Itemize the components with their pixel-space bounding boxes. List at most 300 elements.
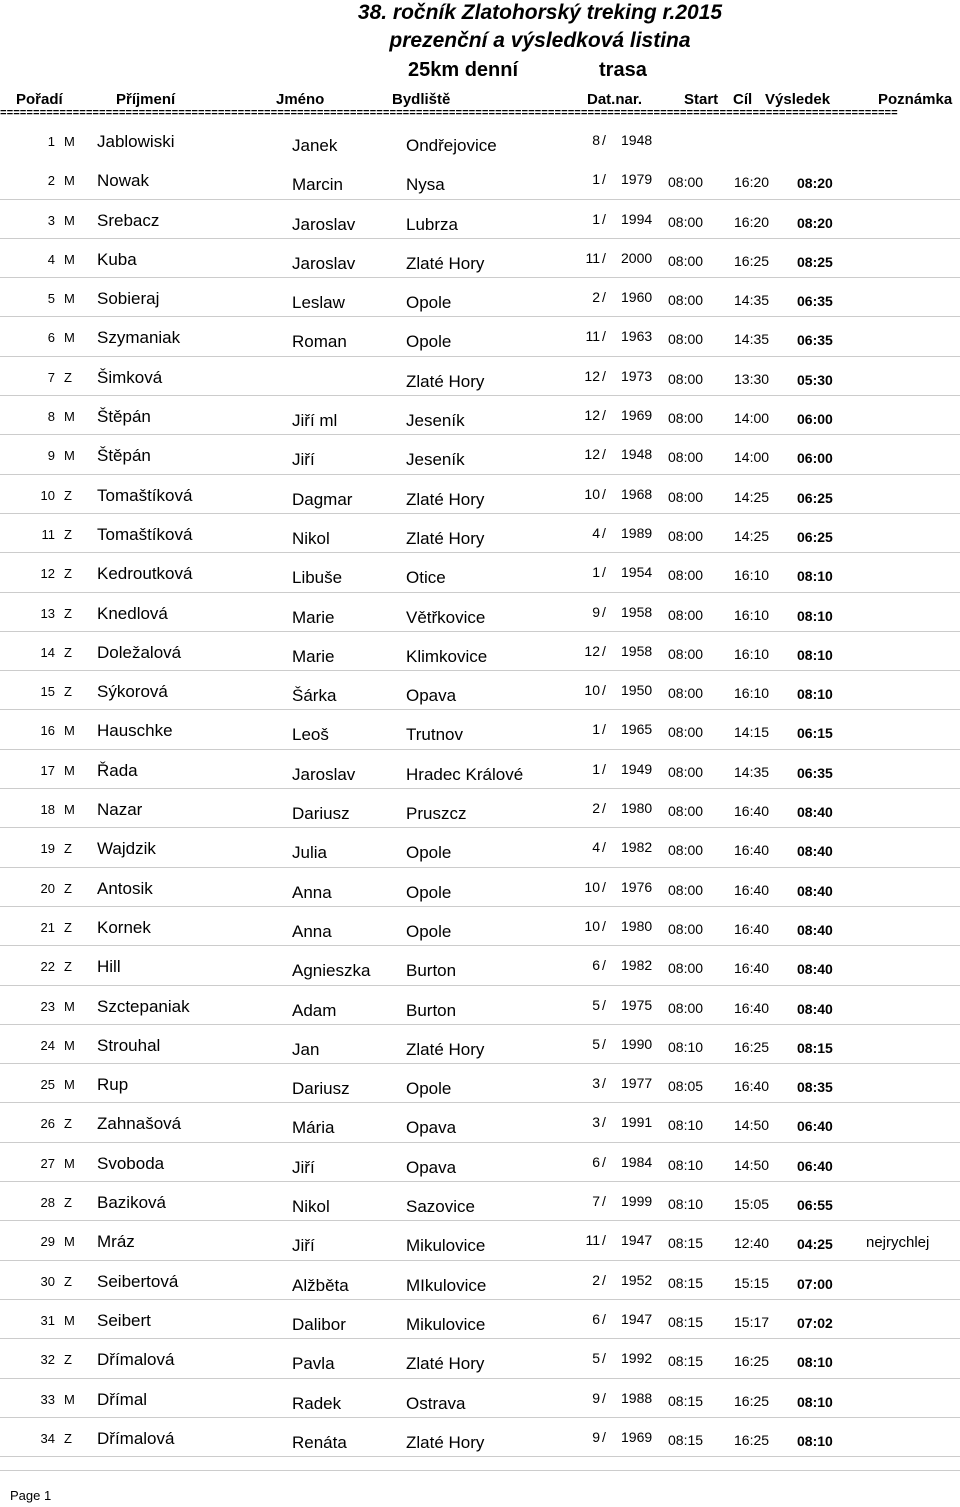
residence-cell: Zlaté Hory [406, 1039, 485, 1059]
surname-cell: Tomaštíková [97, 485, 193, 505]
surname-cell: Strouhal [97, 1035, 161, 1055]
finish-time-cell: 16:40 [734, 999, 770, 1016]
residence-cell: Hradec Králové [406, 764, 524, 784]
residence-cell: Trutnov [406, 725, 464, 745]
finish-time-cell: 15:05 [734, 1196, 770, 1213]
finish-time-cell: 14:50 [734, 1117, 770, 1134]
surname-cell: Svoboda [97, 1153, 165, 1173]
table-row [0, 1064, 960, 1103]
finish-time-cell: 16:10 [734, 606, 770, 623]
surname-cell: Nazar [97, 800, 143, 820]
table-row [0, 1339, 960, 1378]
firstname-cell: Nikol [292, 1197, 330, 1217]
birth-day-cell: 1 [592, 760, 600, 777]
firstname-cell: Jaroslav [292, 253, 356, 273]
birth-day-cell: 5 [592, 996, 600, 1013]
residence-cell: Větřkovice [406, 607, 486, 627]
start-time-cell: 08:15 [668, 1353, 704, 1370]
rank-cell: 20 [40, 880, 55, 896]
surname-cell: Sobieraj [97, 289, 160, 309]
sex-cell: M [64, 251, 75, 267]
finish-time-cell: 16:10 [734, 567, 770, 584]
sex-cell: M [64, 1312, 75, 1328]
col-header-birthdate: Dat.nar. [587, 91, 643, 108]
birth-year-cell: 1952 [621, 1271, 653, 1288]
birth-day-cell: 8 [592, 132, 600, 148]
date-separator: / [602, 367, 606, 384]
birth-year-cell: 1976 [621, 878, 653, 895]
finish-time-cell: 15:17 [734, 1313, 770, 1330]
rank-cell: 6 [47, 330, 55, 346]
birth-day-cell: 11 [585, 1232, 600, 1249]
surname-cell: Szctepaniak [97, 996, 190, 1016]
residence-cell: Burton [406, 961, 457, 981]
surname-cell: Kuba [97, 249, 137, 269]
date-separator: / [602, 957, 606, 974]
date-separator: / [602, 1153, 606, 1170]
rank-cell: 3 [47, 212, 55, 228]
firstname-cell: Jiří [292, 450, 315, 470]
firstname-cell: Radek [292, 1393, 342, 1413]
table-row [0, 475, 960, 514]
sex-cell: M [64, 998, 75, 1014]
sex-cell: M [64, 291, 75, 307]
rank-cell: 32 [40, 1352, 55, 1368]
birth-year-cell: 1965 [621, 721, 653, 738]
date-separator: / [602, 839, 606, 856]
sex-cell: M [64, 1155, 75, 1171]
sex-cell: M [64, 212, 75, 228]
date-separator: / [602, 564, 606, 581]
col-header-rank: Pořadí [16, 91, 63, 108]
surname-cell: Kedroutková [97, 564, 193, 584]
firstname-cell: Mária [292, 1118, 335, 1138]
firstname-cell: Alžběta [292, 1275, 349, 1295]
firstname-cell: Pavla [292, 1354, 335, 1374]
table-row [0, 514, 960, 553]
rank-cell: 2 [47, 173, 55, 189]
birth-year-cell: 1992 [621, 1350, 653, 1367]
surname-cell: Štěpán [97, 446, 151, 466]
rank-cell: 33 [40, 1391, 55, 1407]
start-time-cell: 08:00 [668, 920, 704, 937]
start-time-cell: 08:00 [668, 174, 704, 191]
result-time-cell: 04:25 [797, 1236, 833, 1253]
rank-cell: 9 [47, 448, 55, 464]
firstname-cell: Jan [292, 1039, 320, 1059]
finish-time-cell: 13:30 [734, 370, 770, 387]
birth-day-cell: 10 [584, 485, 600, 502]
date-separator: / [602, 1310, 606, 1327]
finish-time-cell: 16:25 [734, 1392, 770, 1409]
route-label: trasa [599, 59, 647, 81]
birth-day-cell: 5 [592, 1035, 600, 1052]
birth-day-cell: 12 [584, 642, 600, 659]
birth-day-cell: 11 [585, 249, 600, 266]
date-separator: / [602, 1389, 606, 1406]
finish-time-cell: 14:00 [734, 449, 770, 466]
table-row [0, 160, 960, 199]
residence-cell: Ondřejovice [406, 136, 497, 155]
rank-cell: 26 [40, 1116, 55, 1132]
start-time-cell: 08:00 [668, 999, 704, 1016]
rank-cell: 21 [40, 919, 55, 935]
rank-cell: 29 [40, 1234, 55, 1250]
result-time-cell: 08:35 [797, 1079, 833, 1096]
birth-day-cell: 1 [592, 564, 600, 581]
residence-cell: Nysa [406, 175, 445, 195]
birth-year-cell: 1979 [621, 171, 653, 188]
result-time-cell: 06:25 [797, 528, 833, 545]
sex-cell: Z [64, 841, 72, 857]
table-row [0, 632, 960, 671]
surname-cell: Hauschke [97, 721, 173, 741]
birth-year-cell: 1999 [621, 1193, 653, 1210]
firstname-cell: Janek [292, 136, 338, 155]
finish-time-cell: 16:25 [734, 1431, 770, 1448]
rank-cell: 25 [40, 1077, 55, 1093]
birth-year-cell: 1994 [621, 210, 653, 227]
firstname-cell: Jiří [292, 1157, 315, 1177]
residence-cell: Opole [406, 843, 452, 863]
date-separator: / [602, 1075, 606, 1092]
residence-cell: Klimkovice [406, 646, 488, 666]
birth-year-cell: 1958 [621, 603, 653, 620]
birth-year-cell: 1947 [621, 1310, 653, 1327]
start-time-cell: 08:00 [668, 685, 704, 702]
residence-cell: Zlaté Hory [406, 1354, 485, 1374]
surname-cell: Szymaniak [97, 328, 181, 348]
result-time-cell: 08:10 [797, 1432, 833, 1449]
firstname-cell: Agnieszka [292, 961, 371, 981]
surname-cell: Dřímalová [97, 1428, 175, 1448]
result-time-cell: 08:10 [797, 568, 833, 585]
residence-cell: Lubrza [406, 214, 458, 234]
sex-cell: M [64, 173, 75, 189]
start-time-cell: 08:00 [668, 370, 704, 387]
residence-cell: Opole [406, 882, 452, 902]
start-time-cell: 08:00 [668, 881, 704, 898]
rank-cell: 18 [40, 802, 55, 818]
residence-cell: Opole [406, 1079, 452, 1099]
birth-year-cell: 1973 [621, 367, 653, 384]
birth-year-cell: 1950 [621, 682, 653, 699]
sex-cell: Z [64, 959, 72, 975]
sex-cell: Z [64, 684, 72, 700]
date-separator: / [602, 328, 606, 345]
result-time-cell: 08:10 [797, 1354, 833, 1371]
surname-cell: Knedlová [97, 603, 168, 623]
birth-year-cell: 1990 [621, 1035, 653, 1052]
result-time-cell: 07:00 [797, 1275, 833, 1292]
birth-year-cell: 1968 [621, 485, 653, 502]
birth-year-cell: 1949 [621, 760, 653, 777]
sex-cell: M [64, 134, 75, 149]
birth-day-cell: 1 [592, 210, 600, 227]
result-time-cell: 08:10 [797, 646, 833, 663]
surname-cell: Baziková [97, 1193, 166, 1213]
date-separator: / [602, 917, 606, 934]
date-separator: / [602, 603, 606, 620]
sex-cell: Z [64, 1195, 72, 1211]
firstname-cell: Jiří ml [292, 411, 338, 431]
sex-cell: M [64, 448, 75, 464]
result-time-cell: 08:40 [797, 1000, 833, 1017]
finish-time-cell: 12:40 [734, 1235, 770, 1252]
result-time-cell: 08:40 [797, 961, 833, 978]
result-time-cell: 08:10 [797, 607, 833, 624]
finish-time-cell: 14:35 [734, 331, 770, 348]
table-row [0, 553, 960, 592]
rank-cell: 27 [40, 1155, 55, 1171]
birth-day-cell: 12 [584, 367, 600, 384]
document-subtitle: prezenční a výsledková listina [389, 29, 691, 52]
sex-cell: Z [64, 526, 72, 542]
surname-cell: Seibertová [97, 1271, 179, 1291]
birth-day-cell: 2 [592, 1271, 600, 1288]
surname-cell: Zahnašová [97, 1114, 182, 1134]
result-time-cell: 08:10 [797, 1393, 833, 1410]
birth-year-cell: 1975 [621, 996, 653, 1013]
table-row [0, 317, 960, 356]
birth-year-cell: 1963 [621, 328, 653, 345]
finish-time-cell: 16:10 [734, 645, 770, 662]
firstname-cell: Jaroslav [292, 764, 356, 784]
start-time-cell: 08:00 [668, 763, 704, 780]
birth-day-cell: 2 [592, 800, 600, 817]
rank-cell: 8 [47, 409, 55, 425]
birth-day-cell: 9 [592, 1428, 600, 1445]
distance-label: 25km denní [408, 59, 519, 81]
col-header-start: Start [684, 91, 719, 108]
date-separator: / [602, 446, 606, 463]
birth-day-cell: 10 [584, 682, 600, 699]
residence-cell: Opole [406, 293, 452, 313]
sex-cell: Z [64, 1273, 72, 1289]
start-time-cell: 08:00 [668, 527, 704, 544]
start-time-cell: 08:00 [668, 292, 704, 309]
firstname-cell: Marie [292, 646, 335, 666]
surname-cell: Jablowiski [97, 132, 175, 151]
birth-year-cell: 1982 [621, 957, 653, 974]
finish-time-cell: 15:15 [734, 1274, 770, 1291]
rank-cell: 12 [40, 566, 55, 582]
rank-cell: 28 [40, 1195, 55, 1211]
surname-cell: Dřímal [97, 1389, 148, 1409]
date-separator: / [602, 524, 606, 541]
birth-year-cell: 1948 [621, 446, 653, 463]
birth-day-cell: 9 [592, 1389, 600, 1406]
result-time-cell: 08:40 [797, 804, 833, 821]
rank-cell: 14 [40, 644, 55, 660]
birth-day-cell: 12 [584, 407, 600, 424]
residence-cell: Ostrava [406, 1393, 466, 1413]
residence-cell: Jeseník [406, 450, 465, 470]
date-separator: / [602, 1350, 606, 1367]
date-separator: / [602, 407, 606, 424]
firstname-cell: Šárka [292, 686, 337, 706]
col-header-surname: Příjmení [116, 91, 176, 108]
sex-cell: M [64, 1077, 75, 1093]
date-separator: / [602, 878, 606, 895]
rank-cell: 16 [40, 723, 55, 739]
sex-cell: M [64, 802, 75, 818]
table-row [0, 986, 960, 1025]
sex-cell: M [64, 723, 75, 739]
rank-cell: 24 [40, 1037, 55, 1053]
start-time-cell: 08:00 [668, 488, 704, 505]
result-time-cell: 08:40 [797, 843, 833, 860]
birth-day-cell: 3 [592, 1114, 600, 1131]
rank-cell: 17 [40, 762, 55, 778]
sex-cell: Z [64, 605, 72, 621]
start-time-cell: 08:00 [668, 410, 704, 427]
start-time-cell: 08:00 [668, 960, 704, 977]
birth-year-cell: 1991 [621, 1114, 653, 1131]
result-time-cell: 07:02 [797, 1314, 833, 1331]
result-time-cell: 08:20 [797, 175, 833, 192]
start-time-cell: 08:10 [668, 1196, 704, 1213]
date-separator: / [602, 996, 606, 1013]
finish-time-cell: 16:25 [734, 1038, 770, 1055]
finish-time-cell: 16:40 [734, 881, 770, 898]
sex-cell: Z [64, 1352, 72, 1368]
start-time-cell: 08:00 [668, 606, 704, 623]
residence-cell: Otice [406, 568, 446, 588]
sex-cell: M [64, 330, 75, 346]
table-row [0, 828, 960, 867]
result-time-cell: 05:30 [797, 371, 833, 388]
table-row [0, 710, 960, 749]
start-time-cell: 08:00 [668, 645, 704, 662]
start-time-cell: 08:15 [668, 1431, 704, 1448]
start-time-cell: 08:00 [668, 724, 704, 741]
sex-cell: M [64, 1391, 75, 1407]
rank-cell: 5 [47, 291, 55, 307]
finish-time-cell: 14:50 [734, 1156, 770, 1173]
finish-time-cell: 16:40 [734, 1078, 770, 1095]
start-time-cell: 08:10 [668, 1117, 704, 1134]
col-header-result: Výsledek [765, 91, 831, 108]
result-time-cell: 08:10 [797, 686, 833, 703]
surname-cell: Nowak [97, 171, 149, 191]
birth-day-cell: 4 [592, 524, 600, 541]
firstname-cell: Dagmar [292, 489, 353, 509]
col-header-finish: Cíl [733, 91, 753, 108]
surname-cell: Šimková [97, 367, 163, 387]
birth-day-cell: 6 [592, 957, 600, 974]
finish-time-cell: 16:40 [734, 842, 770, 859]
residence-cell: Pruszcz [406, 804, 467, 824]
surname-cell: Dřímalová [97, 1350, 175, 1370]
date-separator: / [602, 1232, 606, 1249]
surname-cell: Hill [97, 957, 121, 977]
firstname-cell: Leslaw [292, 293, 345, 313]
finish-time-cell: 14:35 [734, 292, 770, 309]
start-time-cell: 08:00 [668, 331, 704, 348]
surname-cell: Tomaštíková [97, 524, 193, 544]
col-header-residence: Bydliště [392, 91, 451, 108]
table-row [0, 239, 960, 278]
birth-year-cell: 1958 [621, 642, 653, 659]
date-separator: / [602, 800, 606, 817]
firstname-cell: Jaroslav [292, 214, 356, 234]
firstname-cell: Nikol [292, 528, 330, 548]
residence-cell: Sazovice [406, 1197, 475, 1217]
date-separator: / [602, 485, 606, 502]
start-time-cell: 08:00 [668, 803, 704, 820]
residence-cell: Opole [406, 332, 452, 352]
surname-cell: Antosik [97, 878, 153, 898]
surname-cell: Štěpán [97, 407, 151, 427]
result-time-cell: 06:40 [797, 1157, 833, 1174]
birth-day-cell: 12 [584, 446, 600, 463]
sex-cell: Z [64, 487, 72, 503]
sex-cell: Z [64, 919, 72, 935]
rank-cell: 30 [40, 1273, 55, 1289]
start-time-cell: 08:15 [668, 1274, 704, 1291]
table-row [0, 593, 960, 632]
start-time-cell: 08:00 [668, 252, 704, 269]
birth-day-cell: 2 [592, 289, 600, 306]
table-row [0, 1300, 960, 1339]
birth-year-cell: 1984 [621, 1153, 653, 1170]
date-separator: / [602, 171, 606, 188]
date-separator: / [602, 682, 606, 699]
date-separator: / [602, 132, 606, 148]
residence-cell: Mikulovice [406, 1314, 486, 1334]
birth-year-cell: 1989 [621, 524, 653, 541]
residence-cell: Zlaté Hory [406, 253, 485, 273]
surname-cell: Mráz [97, 1232, 135, 1252]
col-header-firstname: Jméno [276, 91, 325, 108]
table-row [0, 1143, 960, 1182]
date-separator: / [602, 210, 606, 227]
birth-day-cell: 7 [592, 1193, 600, 1210]
start-time-cell: 08:15 [668, 1313, 704, 1330]
residence-cell: Jeseník [406, 411, 465, 431]
result-time-cell: 08:25 [797, 253, 833, 270]
table-row [0, 1221, 960, 1260]
document-title: 38. ročník Zlatohorský treking r.2015 [357, 1, 723, 24]
birth-year-cell: 1969 [621, 407, 653, 424]
birth-day-cell: 3 [592, 1075, 600, 1092]
table-row [0, 121, 960, 160]
rank-cell: 11 [41, 526, 55, 542]
surname-cell: Řada [97, 760, 138, 780]
birth-day-cell: 10 [584, 878, 600, 895]
sex-cell: Z [64, 880, 72, 896]
result-time-cell: 06:25 [797, 489, 833, 506]
finish-time-cell: 16:40 [734, 803, 770, 820]
birth-year-cell: 1960 [621, 289, 653, 306]
birth-day-cell: 9 [592, 603, 600, 620]
result-time-cell: 06:00 [797, 411, 833, 428]
surname-cell: Kornek [97, 917, 151, 937]
rank-cell: 19 [40, 841, 55, 857]
rank-cell: 7 [47, 369, 55, 385]
sex-cell: Z [64, 369, 72, 385]
birth-year-cell: 1977 [621, 1075, 653, 1092]
firstname-cell: Dariusz [292, 804, 350, 824]
result-time-cell: 06:15 [797, 725, 833, 742]
birth-year-cell: 1954 [621, 564, 653, 581]
residence-cell: Opava [406, 1118, 457, 1138]
birth-year-cell: 1980 [621, 917, 653, 934]
birth-day-cell: 6 [592, 1153, 600, 1170]
sex-cell: Z [64, 1116, 72, 1132]
date-separator: / [602, 249, 606, 266]
